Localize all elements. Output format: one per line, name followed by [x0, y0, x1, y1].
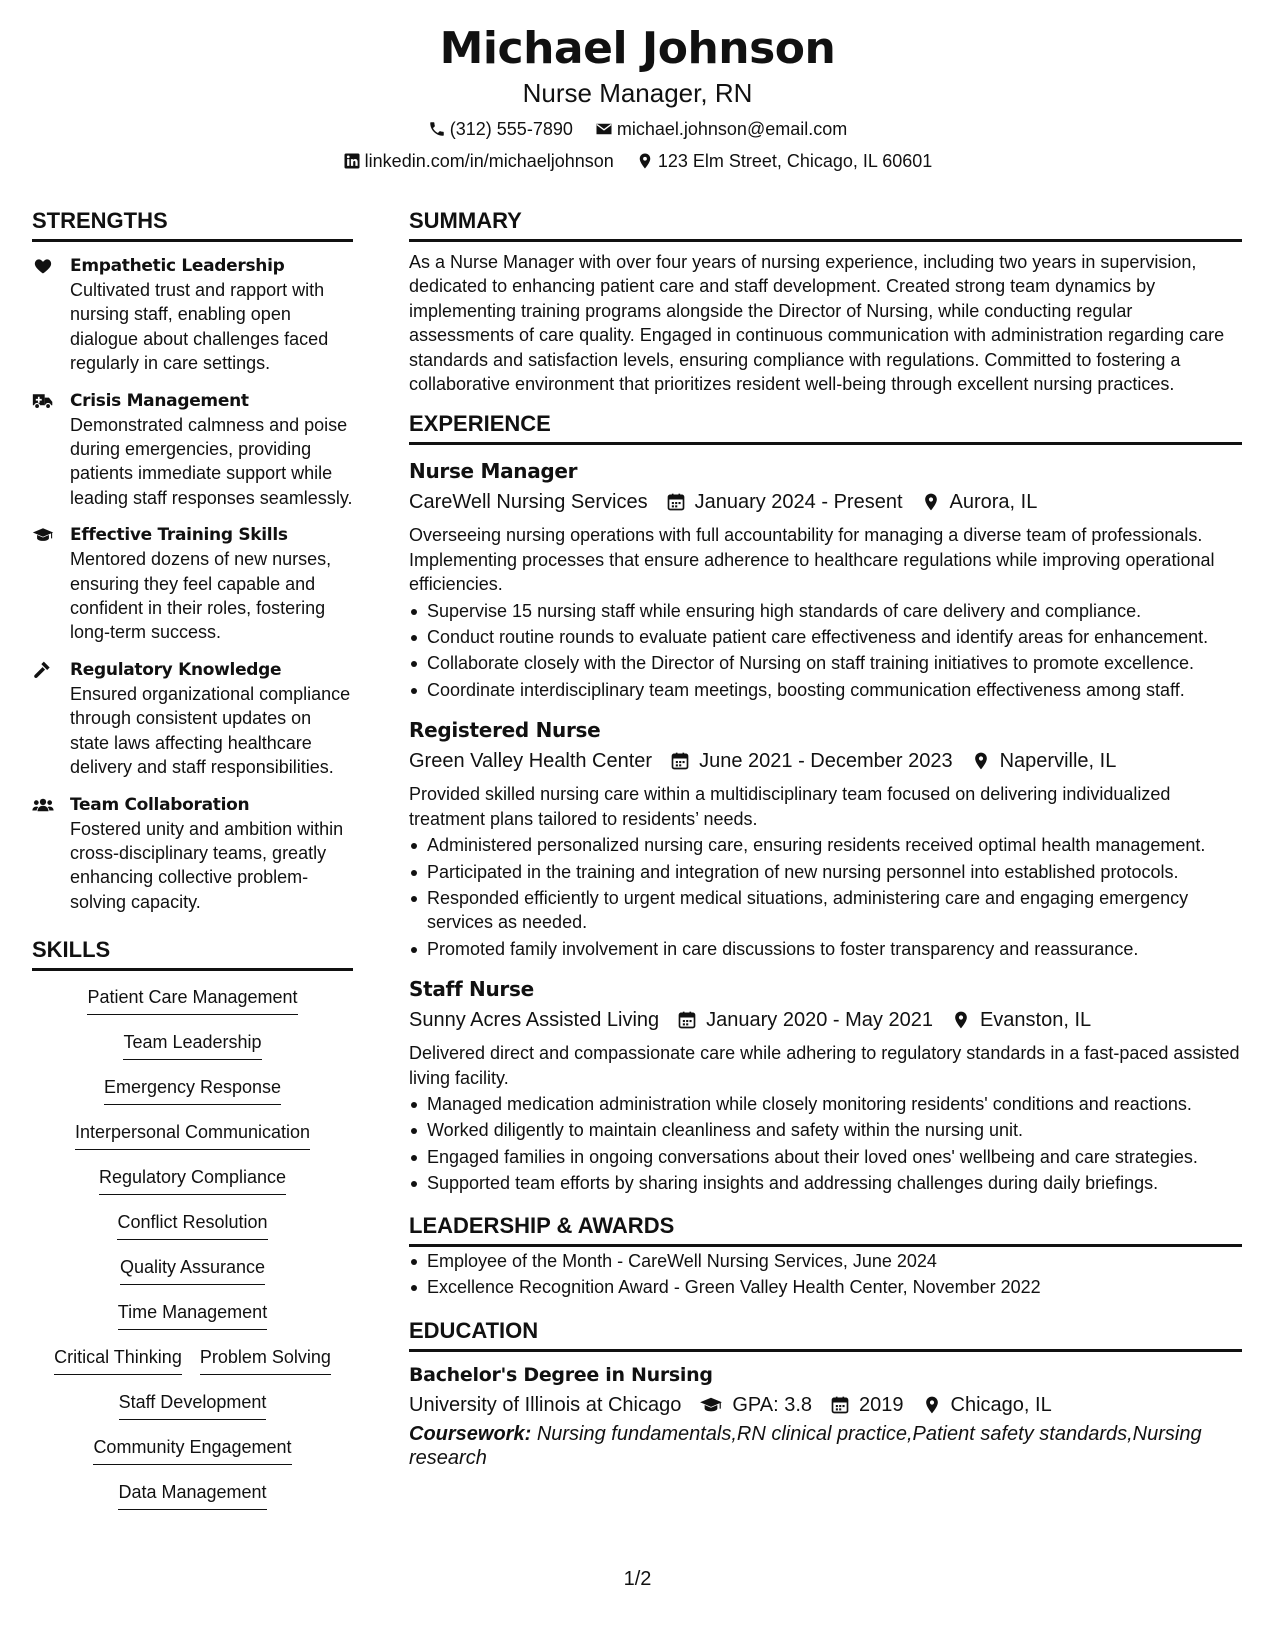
summary-text: As a Nurse Manager with over four years of nursing experience, including two years in supervision, dedicated to enhancing patient care and staff development. Created strong team dynamics by implementing training programs alongside the Director of Nursing, while conducting regular assessments of care quality. Engaged in continuous communication with administration regarding care standards and satisfaction levels, ensuring compliance with regulations. Committed to fostering a collaborative environment that prioritizes resident well-being through excellent nursing practices. — [409, 252, 1225, 395]
candidate-title: Nurse Manager, RN — [522, 78, 753, 108]
job-title: Staff Nurse — [409, 977, 534, 1002]
email-text: michael.johnson@email.com — [616, 119, 848, 139]
coursework — [409, 1422, 1242, 1470]
job-bullets — [409, 599, 1242, 703]
envelope-icon — [595, 120, 613, 138]
job-company: Sunny Acres Assisted Living — [409, 1009, 660, 1032]
bullet-item: Promoted family involvement in care discussions to foster transparency and reassurance. — [409, 937, 1242, 961]
coursework-text: Nursing fundamentals,RN clinical practice,Patient safety standards,Nursing research — [409, 1423, 1202, 1470]
job-bullets — [409, 1092, 1242, 1196]
bullet-item: Responded efficiently to urgent medical situations, administering care and engaging emergency services as needed. — [409, 886, 1242, 935]
skill-tag: Team Leadership — [123, 1030, 261, 1060]
school-name: University of Illinois at Chicago — [409, 1394, 682, 1417]
job-entry — [409, 716, 1242, 961]
job-title: Nurse Manager — [409, 459, 578, 484]
education-location: Chicago, IL — [950, 1394, 1052, 1417]
job-meta — [409, 746, 1242, 776]
award-item: Employee of the Month - CareWell Nursing Services, June 2024 — [409, 1249, 1242, 1273]
bullet-item: Participated in the training and integration of new nursing personnel into established protocols. — [409, 860, 1242, 884]
job-location: Naperville, IL — [999, 750, 1117, 773]
email-contact[interactable] — [595, 117, 847, 141]
skills-heading: SKILLS — [32, 936, 353, 971]
job-meta — [409, 1005, 1242, 1035]
left-column — [32, 207, 353, 1525]
candidate-name: Michael Johnson — [439, 23, 836, 74]
skill-tag: Regulatory Compliance — [99, 1165, 286, 1195]
bullet-item: Coordinate interdisciplinary team meetings, boosting communication effectiveness among staff. — [409, 678, 1242, 702]
location-pin-icon — [951, 1010, 971, 1030]
phone-contact — [428, 117, 573, 141]
phone-icon — [428, 120, 446, 138]
job-dates: January 2024 - Present — [694, 491, 903, 514]
strength-name: Effective Training Skills — [70, 525, 288, 546]
strength-desc: Cultivated trust and rapport with nursing staff, enabling open dialogue about challenges faced regularly in care settings. — [70, 280, 329, 374]
strength-name: Team Collaboration — [70, 794, 250, 815]
bullet-item: Conduct routine rounds to evaluate patient care effectiveness and identify areas for enhancement. — [409, 625, 1242, 649]
calendar-icon — [666, 492, 686, 512]
bullet-item: Collaborate closely with the Director of Nursing on staff training initiatives to promote excellence. — [409, 651, 1242, 675]
skill-tag: Critical Thinking — [54, 1345, 182, 1375]
strengths-list — [32, 254, 353, 914]
bullet-item: Supervise 15 nursing staff while ensuring high standards of care delivery and compliance. — [409, 599, 1242, 623]
awards-list — [409, 1249, 1242, 1300]
address-contact — [636, 149, 933, 173]
strength-name: Regulatory Knowledge — [70, 659, 282, 680]
calendar-icon — [670, 751, 690, 771]
skill-tag: Staff Development — [119, 1390, 267, 1420]
job-description: Delivered direct and compassionate care while adhering to regulatory standards in a fast-paced assisted living facility. — [409, 1043, 1240, 1088]
job-meta — [409, 487, 1242, 517]
skill-tag: Time Management — [118, 1300, 267, 1330]
strength-item — [32, 254, 353, 376]
calendar-icon — [677, 1010, 697, 1030]
education-heading: EDUCATION — [409, 1317, 1242, 1352]
location-pin-icon — [636, 152, 654, 170]
job-dates: June 2021 - December 2023 — [699, 750, 953, 773]
contact-row-2 — [0, 149, 1275, 173]
linkedin-icon — [343, 152, 361, 170]
job-description: Provided skilled nursing care within a multidisciplinary team focused on delivering individualized treatment plans tailored to residents’ needs. — [409, 784, 1171, 829]
job-company: Green Valley Health Center — [409, 750, 653, 773]
strength-desc: Fostered unity and ambition within cross-disciplinary teams, greatly enhancing collective problem-solving capacity. — [70, 818, 344, 912]
address-text: 123 Elm Street, Chicago, IL 60601 — [657, 151, 933, 171]
strength-item — [32, 658, 353, 780]
education-meta — [409, 1390, 1242, 1420]
page-number: 1/2 — [623, 1568, 652, 1590]
strength-item — [32, 793, 353, 915]
users-icon — [32, 795, 54, 815]
job-location: Aurora, IL — [949, 491, 1038, 514]
graduation-cap-icon — [32, 525, 54, 545]
bullet-item: Engaged families in ongoing conversations about their loved ones' wellbeing and care strategies. — [409, 1145, 1242, 1169]
graduation-year: 2019 — [859, 1394, 904, 1417]
skill-tag: Quality Assurance — [120, 1255, 265, 1285]
strength-name: Crisis Management — [70, 390, 249, 411]
job-entry — [409, 457, 1242, 702]
job-description: Overseeing nursing operations with full accountability for managing a diverse team of professionals. Implementing processes that ensure adherence to healthcare regulations while improving operational efficiencies. — [409, 525, 1215, 595]
skill-tag: Patient Care Management — [87, 985, 297, 1015]
linkedin-contact[interactable] — [343, 149, 614, 173]
skill-tag: Data Management — [118, 1480, 266, 1510]
job-title: Registered Nurse — [409, 718, 601, 743]
coursework-label: Coursework: — [409, 1423, 532, 1446]
skill-tag: Problem Solving — [200, 1345, 331, 1375]
experience-heading: EXPERIENCE — [409, 410, 1242, 445]
job-dates: January 2020 - May 2021 — [706, 1009, 933, 1032]
resume-header — [0, 22, 1275, 173]
strength-item — [32, 389, 353, 511]
strength-desc: Demonstrated calmness and poise during emergencies, providing patients immediate support while leading staff responses seamlessly. — [70, 414, 353, 508]
gpa-text: GPA: 3.8 — [732, 1394, 813, 1417]
strength-name: Empathetic Leadership — [70, 256, 285, 276]
skill-tag: Conflict Resolution — [117, 1210, 267, 1240]
heart-icon — [32, 256, 54, 276]
location-pin-icon — [971, 751, 991, 771]
strengths-heading: STRENGTHS — [32, 207, 353, 242]
skill-tag: Interpersonal Communication — [75, 1120, 310, 1150]
skill-tag: Emergency Response — [104, 1075, 281, 1105]
location-pin-icon — [921, 492, 941, 512]
skills-list — [32, 985, 353, 1525]
bullet-item: Administered personalized nursing care, ensuring residents received optimal health management. — [409, 833, 1242, 857]
job-bullets — [409, 833, 1242, 961]
right-column — [409, 207, 1242, 1470]
job-entry — [409, 975, 1242, 1195]
job-company: CareWell Nursing Services — [409, 491, 648, 514]
award-item: Excellence Recognition Award - Green Valley Health Center, November 2022 — [409, 1275, 1242, 1299]
truck-medical-icon — [32, 391, 54, 411]
graduation-cap-icon — [699, 1395, 723, 1415]
summary-heading: SUMMARY — [409, 207, 1242, 242]
awards-heading: LEADERSHIP & AWARDS — [409, 1212, 1242, 1247]
bullet-item: Worked diligently to maintain cleanliness and safety within the nursing unit. — [409, 1118, 1242, 1142]
phone-text: (312) 555-7890 — [449, 119, 573, 139]
skill-tag: Community Engagement — [93, 1435, 291, 1465]
bullet-item: Managed medication administration while closely monitoring residents' conditions and reactions. — [409, 1092, 1242, 1116]
calendar-icon — [830, 1395, 850, 1415]
linkedin-text: linkedin.com/in/michaeljohnson — [364, 151, 614, 171]
strength-desc: Ensured organizational compliance through consistent updates on state laws affecting healthcare delivery and staff responsibilities. — [70, 683, 351, 778]
bullet-item: Supported team efforts by sharing insights and addressing challenges during daily briefings. — [409, 1171, 1242, 1195]
strength-desc: Mentored dozens of new nurses, ensuring they feel capable and confident in their roles, fostering long-term success. — [70, 549, 332, 643]
job-location: Evanston, IL — [979, 1009, 1092, 1032]
contact-row-1 — [0, 117, 1275, 141]
degree-name: Bachelor's Degree in Nursing — [409, 1364, 713, 1387]
strength-item — [32, 523, 353, 645]
location-pin-icon — [922, 1395, 942, 1415]
gavel-icon — [32, 660, 54, 680]
